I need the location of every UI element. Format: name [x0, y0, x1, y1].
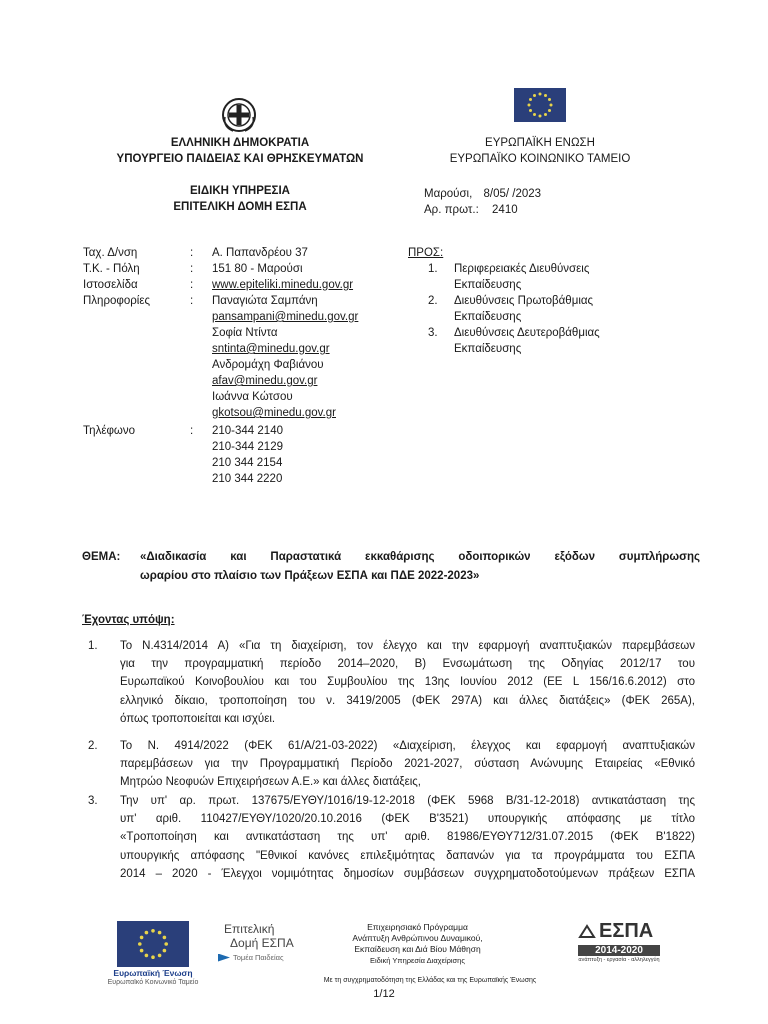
item-line: όπως τροποποιείται και ισχύει.	[120, 712, 276, 725]
esf-label: Ευρωπαϊκό Κοινωνικό Ταμείο	[107, 979, 199, 986]
phone-number: 210 344 2154	[212, 457, 283, 469]
recipients-title: ΠΡΟΣ:	[408, 247, 444, 259]
epiteliki-line2: Δομή ΕΣΠΑ	[230, 936, 294, 950]
subject-label: ΘΕΜΑ:	[82, 551, 121, 563]
footer-eu-label	[105, 968, 201, 987]
recipient-name: Εκπαίδευσης	[454, 343, 522, 355]
item-line: Ευρωπαϊκού Κοινοβουλίου και του Συμβουλίου της 13ης Ιουνίου 2012 (ΕΕ L 156/16.6.2012) στο	[120, 676, 695, 689]
date-label: Μαρούσι,	[424, 188, 473, 200]
header-right	[430, 135, 650, 167]
postcode-label: Τ.Κ. - Πόλη	[83, 263, 140, 275]
program-block	[335, 922, 500, 966]
subject-line: «Διαδικασία και Παραστατικά εκκαθάρισης οδοιπορικών εξόδων συμπλήρωσης	[140, 551, 700, 563]
recipient-number: 1.	[428, 263, 438, 275]
recipient-name: Διευθύνσεις Δευτεροβάθμιας	[454, 327, 600, 339]
address-label: Ταχ. Δ/νση	[83, 247, 138, 259]
program-line: Ανάπτυξη Ανθρώπινου Δυναμικού,	[352, 933, 483, 943]
epiteliki-arrow-icon	[218, 954, 230, 962]
item-number: 2.	[88, 740, 98, 752]
separator: :	[190, 279, 194, 291]
espa-title: ΕΣΠΑ	[599, 920, 654, 942]
phone-list	[83, 439, 403, 487]
postcode-value: 151 80 - Μαρούσι	[212, 263, 303, 275]
contact-person: Σοφία Ντίντα	[212, 327, 278, 339]
page-number: 1/12	[373, 988, 395, 1000]
info-label: Πληροφορίες	[83, 295, 151, 307]
contact-person: Παναγιώτα Σαμπάνη	[212, 295, 318, 307]
greek-emblem-icon	[221, 97, 257, 133]
republic-name: ΕΛΛΗΝΙΚΗ ΔΗΜΟΚΡΑΤΙΑ	[170, 137, 310, 149]
subject-line: ωραρίου στο πλαίσιο των Πράξεων ΕΣΠΑ και ΠΔΕ 2022-2023»	[140, 570, 480, 582]
item-line: Την υπ' αρ. πρωτ. 137675/ΕΥΘΥ/1016/19-12-2018 (ΦΕΚ 5968 Β/31-12-2018) αντικατάσταση της	[120, 795, 695, 807]
espa-logo	[578, 920, 660, 965]
espa-motto: ανάπτυξη - εργασία - αλληλεγγύη	[578, 957, 660, 963]
recipients-block	[408, 245, 648, 357]
recipient-name: Εκπαίδευσης	[454, 279, 522, 291]
considering-heading: Έχοντας υπόψη:	[82, 614, 175, 626]
esf-name: ΕΥΡΩΠΑΪΚΟ ΚΟΙΝΩΝΙΚΟ ΤΑΜΕΙΟ	[449, 153, 631, 165]
item-line: 2014 – 2020 - Έλεγχοι νομιμότητας δημοσίων συμβάσεων συγχρηματοδοτούμενων πράξεων ΕΣΠΑ	[120, 867, 695, 880]
contact-block	[83, 245, 403, 487]
email-link[interactable]: pansampani@minedu.gov.gr	[212, 311, 359, 323]
contact-row	[83, 245, 403, 261]
eu-flag-icon	[514, 88, 566, 122]
contact-row	[83, 261, 403, 277]
program-line: Ειδική Υπηρεσία Διαχείρισης	[370, 956, 465, 965]
recipient-name: Διευθύνσεις Πρωτοβάθμιας	[454, 295, 594, 307]
phone-row	[83, 423, 403, 439]
contact-row	[83, 277, 403, 293]
espa-symbol-icon	[578, 923, 596, 941]
phone-number: 210-344 2129	[212, 441, 283, 453]
email-link[interactable]: sntinta@minedu.gov.gr	[212, 343, 330, 355]
website-label: Ιστοσελίδα	[83, 279, 138, 291]
recipient-item	[408, 293, 648, 325]
contact-row	[83, 293, 403, 309]
date-line	[424, 186, 541, 202]
epiteliki-logo	[218, 922, 318, 962]
recipient-number: 3.	[428, 327, 438, 339]
contact-person: Ιωάννα Κώτσου	[212, 391, 293, 403]
ministry-name: ΥΠΟΥΡΓΕΙΟ ΠΑΙΔΕΙΑΣ ΚΑΙ ΘΡΗΣΚΕΥΜΑΤΩΝ	[116, 153, 364, 165]
protocol-label: Αρ. πρωτ.:	[424, 204, 479, 216]
contact-people	[83, 309, 403, 421]
separator: :	[190, 295, 194, 307]
eu-name: ΕΥΡΩΠΑΪΚΗ ΕΝΩΣΗ	[485, 137, 595, 149]
address-value: Α. Παπανδρέου 37	[212, 247, 308, 259]
contact-person: Ανδρομάχη Φαβιάνου	[212, 359, 324, 371]
item-line: Το Ν. 4914/2022 (ΦΕΚ 61/Α/21-03-2022) «Διαχείριση, έλεγχος και εφαρμογή αναπτυξιακών	[120, 740, 695, 752]
phone-label: Τηλέφωνο	[83, 425, 136, 437]
item-line: Μητρώο Νεοφυών Επιχειρήσεων Α.Ε.» και άλλες διατάξεις,	[120, 776, 421, 789]
eu-label: Ευρωπαϊκή Ένωση	[113, 968, 193, 978]
program-line: Επιχειρησιακό Πρόγραμμα	[367, 922, 468, 932]
phone-number: 210 344 2220	[212, 473, 283, 485]
separator: :	[190, 263, 194, 275]
footer-eu-flag-icon	[117, 921, 189, 967]
item-line: «Τροποποίηση και αντικατάσταση της υπ' αριθ. 81986/ΕΥΘΥ712/31.07.2015 (ΦΕΚ Β'1822)	[120, 831, 695, 844]
espa-years: 2014-2020	[578, 945, 660, 956]
program-line: Εκπαίδευση και Διά Βίου Μάθηση	[354, 944, 481, 954]
item-line: για την προγραμματική περίοδο 2014–2020, Β) Ενσωμάτωση της Οδηγίας 2012/17 του	[120, 658, 695, 671]
phone-number: 210-344 2140	[212, 425, 283, 437]
service-name: ΕΙΔΙΚΗ ΥΠΗΡΕΣΙΑ	[190, 185, 290, 197]
epiteliki-line3: Τομέα Παιδείας	[233, 953, 284, 962]
recipient-name: Περιφερειακές Διευθύνσεις	[454, 263, 590, 275]
item-line: ελληνικό δίκαιο, τροποποίηση του ν. 3419/2005 (ΦΕΚ 297Α) και άλλες διατάξεις» (ΦΕΚ 265Α),	[120, 694, 695, 707]
protocol-line	[424, 202, 518, 218]
protocol-value: 2410	[492, 204, 518, 216]
item-line: Το Ν.4314/2014 Α) «Για τη διαχείριση, τον έλεγχο και την εφαρμογή αναπτυξιακών παρεμβάσεων	[120, 640, 695, 652]
header-left	[90, 135, 390, 215]
website-link[interactable]: www.epiteliki.minedu.gov.gr	[212, 279, 354, 291]
item-line: παρεμβάσεων για την Προγραμματική Περίοδο 2021-2027, σύσταση Ανώνυμης Εταιρείας «Εθνικό	[120, 758, 695, 771]
recipient-item	[408, 261, 648, 293]
email-link[interactable]: gkotsou@minedu.gov.gr	[212, 407, 336, 419]
item-number: 3.	[88, 795, 98, 807]
date-value: 8/05/ /2023	[483, 188, 542, 200]
cofund-line: Με τη συγχρηματοδότηση της Ελλάδας και της Ευρωπαϊκής Ένωσης	[323, 977, 537, 984]
recipient-number: 2.	[428, 295, 438, 307]
separator: :	[190, 247, 194, 259]
recipient-name: Εκπαίδευσης	[454, 311, 522, 323]
email-link[interactable]: afav@minedu.gov.gr	[212, 375, 318, 387]
item-number: 1.	[88, 640, 98, 652]
item-line: υπ' αριθ. 110427/ΕΥΘΥ/1020/20.10.2016 (ΦΕΚ Β'3521) υπουργικής απόφασης με τίτλο	[120, 813, 695, 826]
item-line: υπουργικής απόφασης "Εθνικοί κανόνες επιλεξιμότητας δαπανών για τα προγράμματα του ΕΣΠΑ	[120, 849, 695, 862]
epiteliki-line1: Επιτελική	[224, 922, 275, 936]
recipient-item	[408, 325, 648, 357]
unit-name: ΕΠΙΤΕΛΙΚΗ ΔΟΜΗ ΕΣΠΑ	[173, 201, 307, 213]
separator: :	[190, 425, 194, 437]
